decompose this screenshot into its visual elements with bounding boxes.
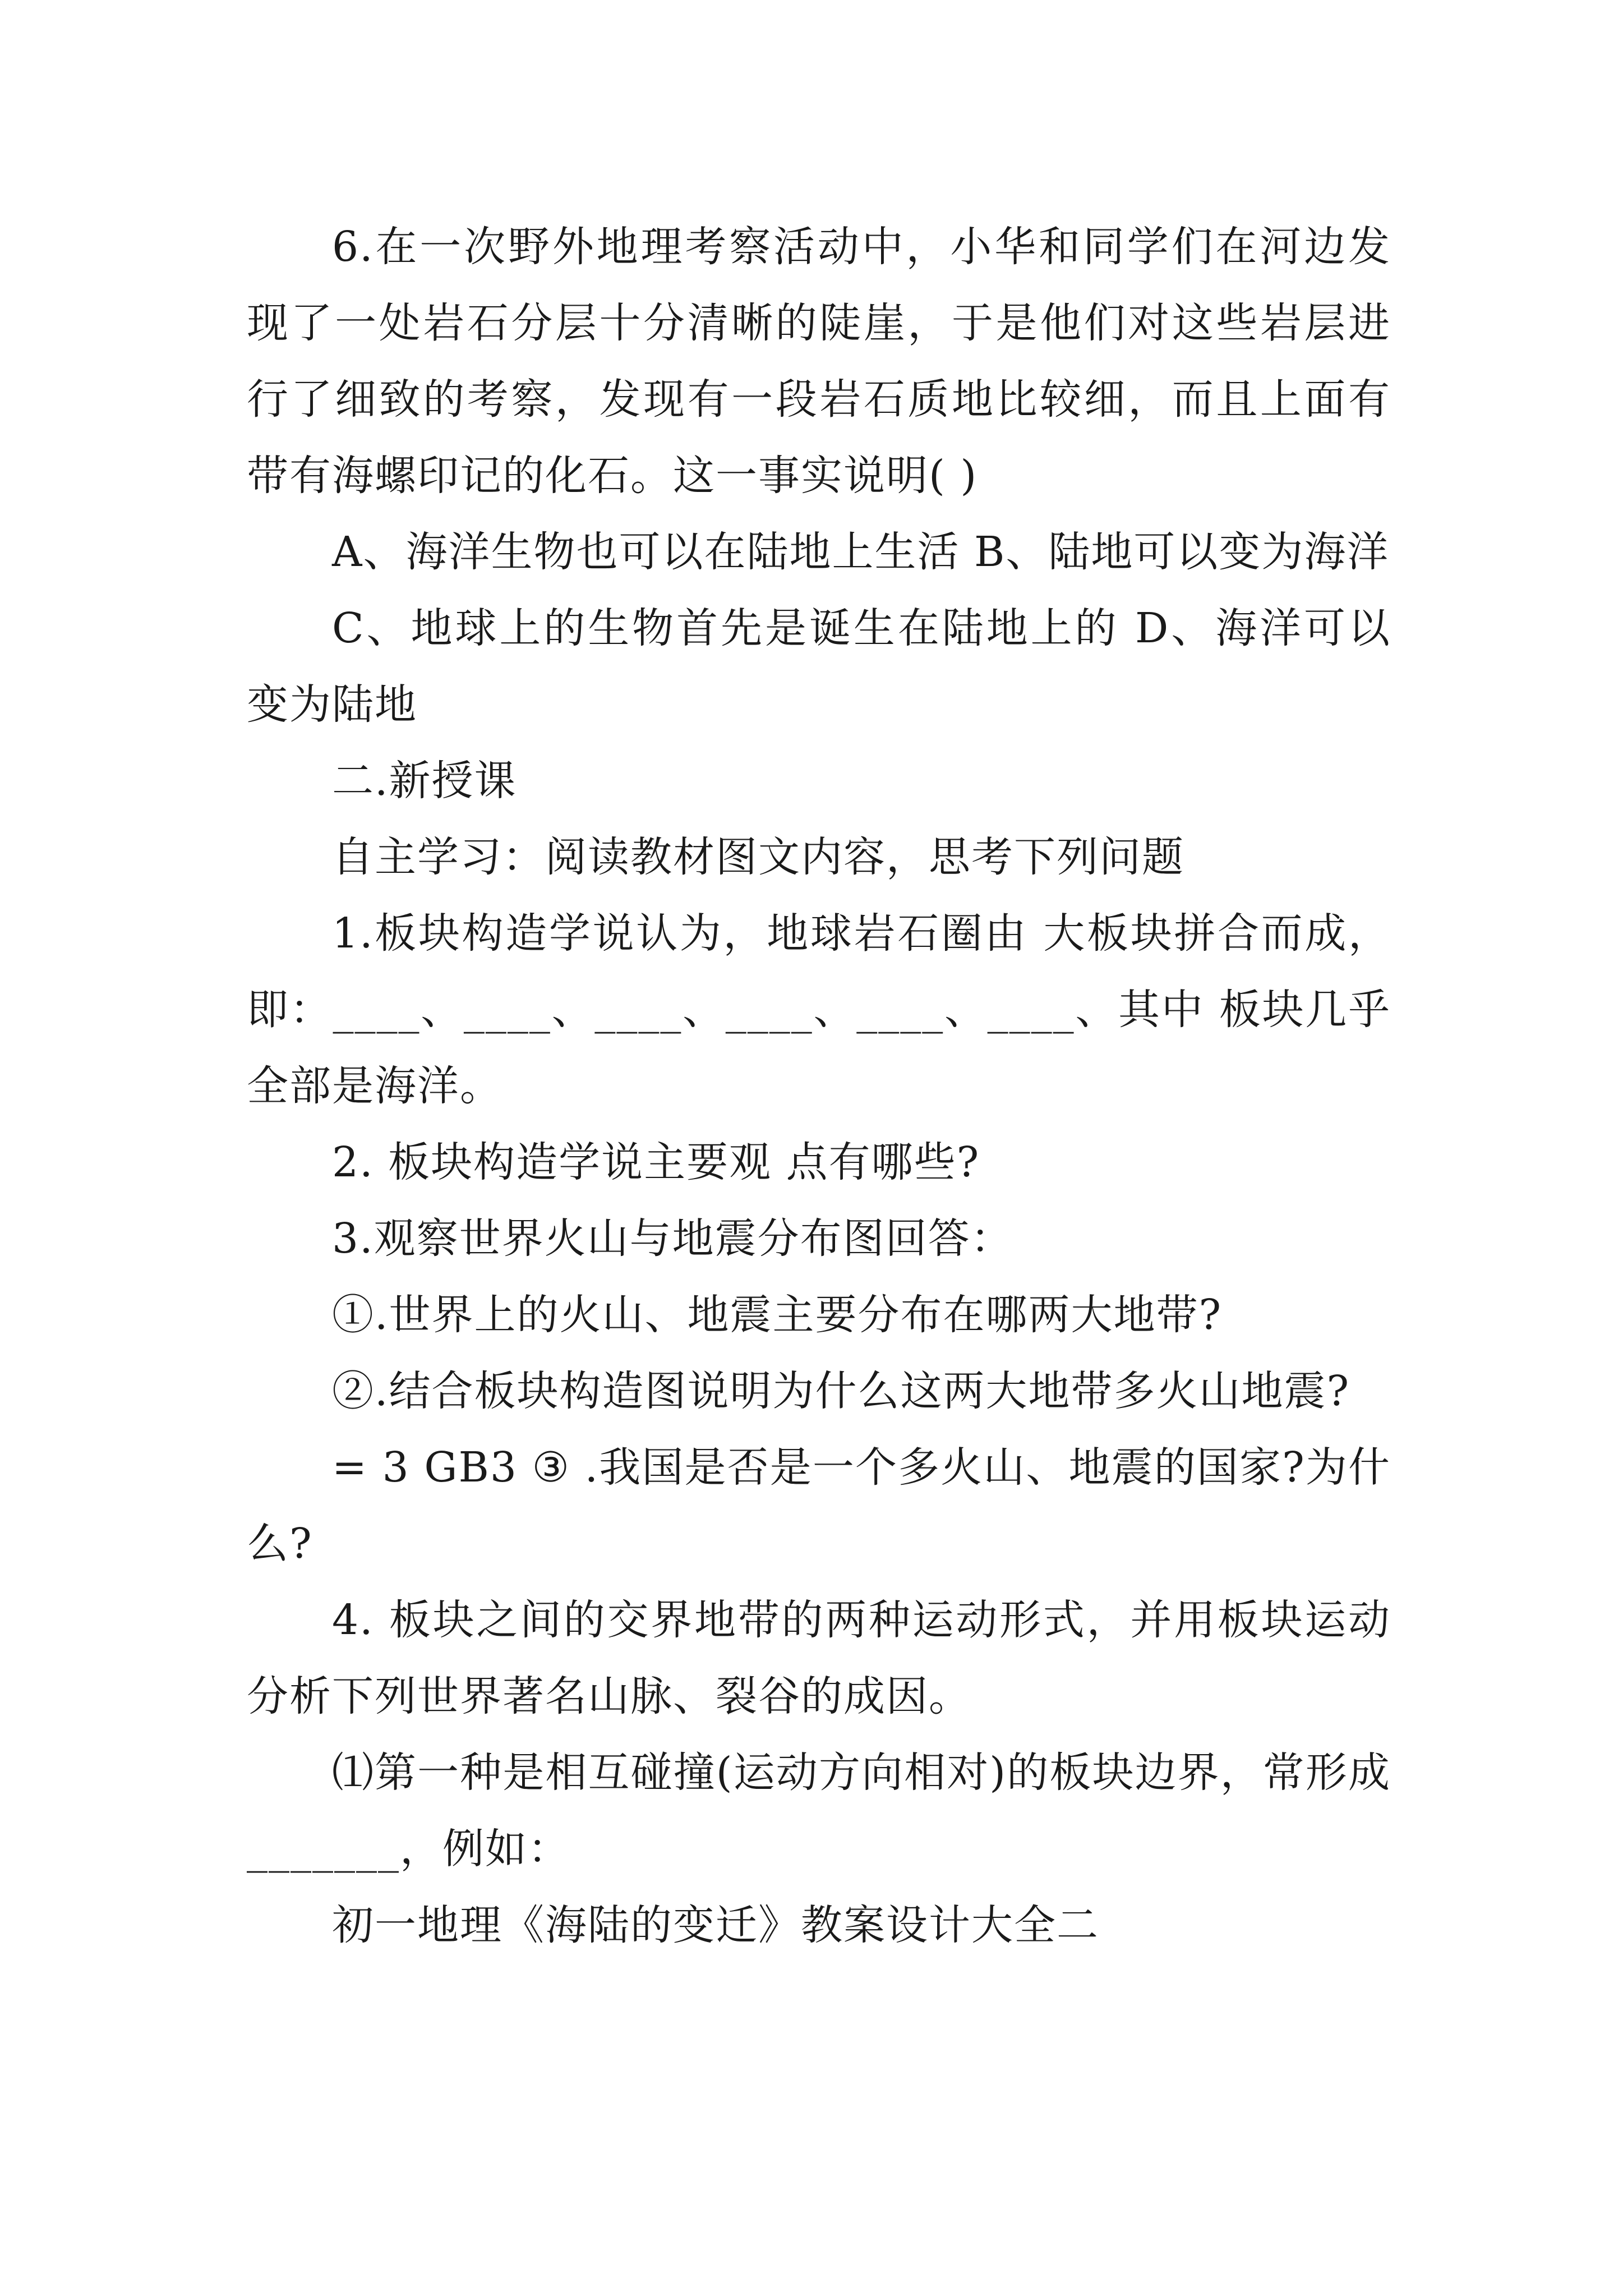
section-heading-new-lesson: 二.新授课 [332,757,517,805]
question-1-plates: 1.板块构造学说认为，地球岩石圈由 大板块拼合而成，即：____、____、____、____、____、____、其中 板块几乎全部是海洋。 [247,909,1391,1110]
question-4-sub-1: ⑴第一种是相互碰撞(运动方向相对)的板块边界，常形成 _______，例如： [247,1749,1391,1873]
question-3-map: 3.观察世界火山与地震分布图回答： [332,1214,1013,1263]
question-6-stem: 6.在一次野外地理考察活动中，小华和同学们在河边发现了一处岩石分层十分清晰的陡崖，于是他们对这些岩层进行了细致的考察，发现有一段岩石质地比较细，而且上面有带有海螺印记的化石。这一事实说明( ) [247,223,1391,500]
question-3-sub-2: ②.结合板块构造图说明为什么这两大地带多火山地震? [332,1367,1350,1415]
question-3-sub-1: ①.世界上的火山、地震主要分布在哪两大地带? [332,1291,1223,1339]
document-body [247,209,1391,1963]
question-6-options-ab: A、海洋生物也可以在陆地上生活 B、陆地可以变为海洋 [332,528,1390,576]
question-4-boundaries: 4. 板块之间的交界地带的两种运动形式，并用板块运动分析下列世界著名山脉、裂谷的成因。 [247,1596,1391,1720]
question-3-sub-3: = 3 GB3 ③ .我国是否是一个多火山、地震的国家?为什么? [247,1443,1391,1568]
question-6-options-cd: C、地球上的生物首先是诞生在陆地上的 D、海洋可以变为陆地 [247,604,1391,729]
self-study-instruction: 自主学习：阅读教材图文内容，思考下列问题 [332,833,1184,881]
closing-title: 初一地理《海陆的变迁》教案设计大全二 [332,1901,1099,1949]
question-2-theory: 2. 板块构造学说主要观 点有哪些? [332,1138,980,1186]
